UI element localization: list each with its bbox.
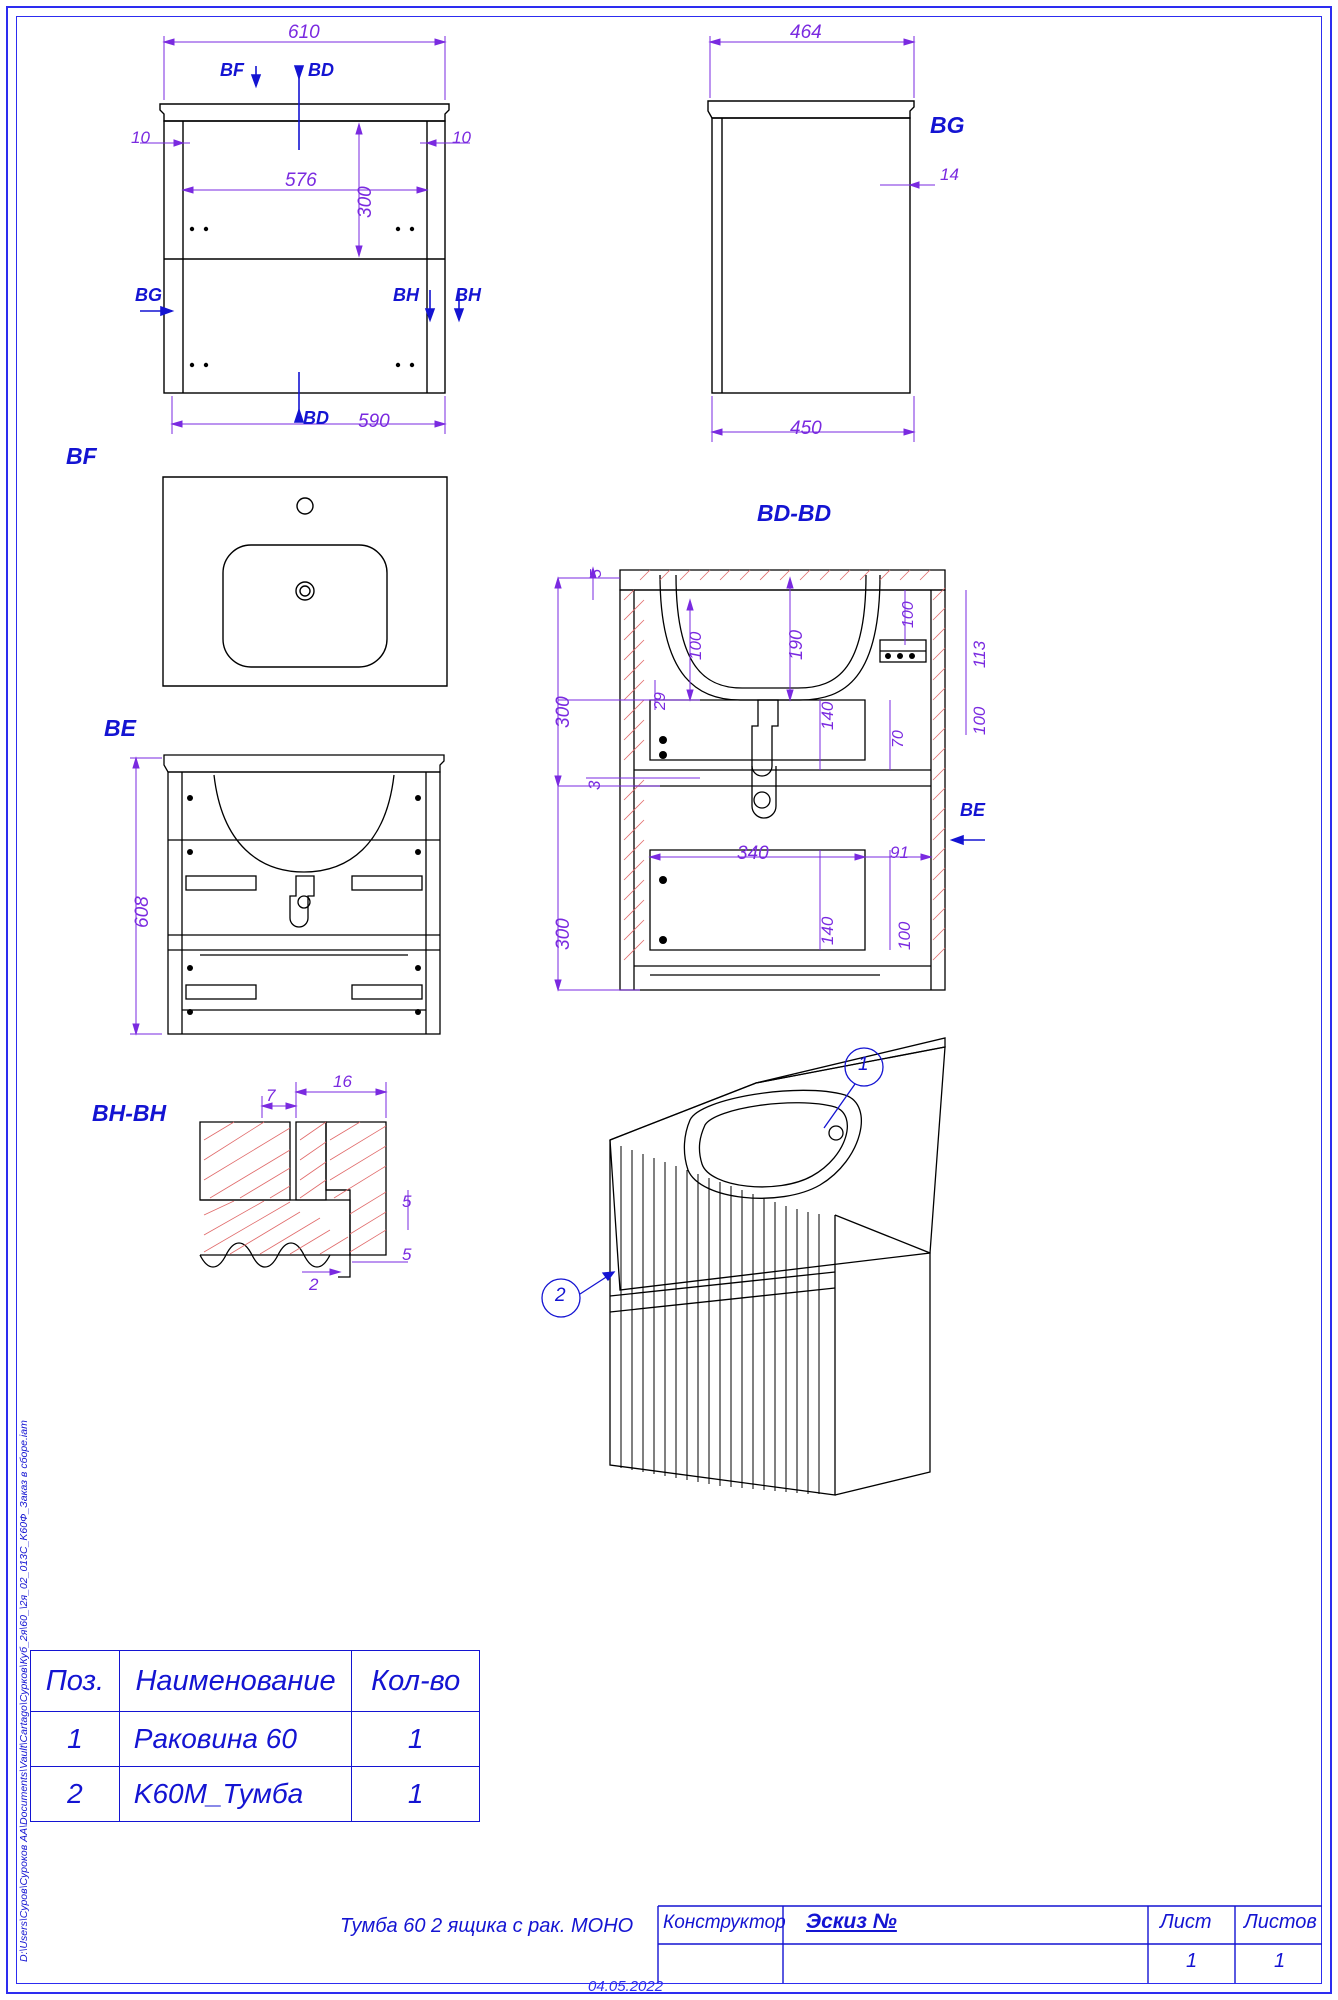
dim-bd-300-top: 300	[553, 696, 574, 728]
dim-bd-3: 3	[585, 780, 604, 790]
spec-table	[30, 1650, 480, 1822]
marker-bg-left: BG	[135, 285, 162, 305]
label-view-bf: BF	[66, 443, 97, 469]
dim-bd-340: 340	[737, 843, 769, 864]
label-section-bh: BH-BH	[92, 1100, 167, 1126]
drawing-title: Тумба 60 2 ящика с рак. МОНО	[340, 1915, 634, 1937]
dim-front-610: 610	[288, 22, 320, 43]
designer-label: Конструктор	[663, 1912, 786, 1933]
marker-bd-top: BD	[308, 60, 334, 80]
row-2-pos: 2	[31, 1767, 120, 1822]
header-pos: Поз.	[31, 1651, 120, 1712]
dim-bd-100c: 100	[970, 706, 989, 735]
balloon-2-label: 2	[555, 1285, 566, 1306]
dim-side-464: 464	[790, 22, 822, 43]
dim-side-14: 14	[940, 165, 959, 184]
sheets-label: Листов	[1244, 1911, 1317, 1933]
marker-bh-left: BH	[393, 285, 419, 305]
table-header-row	[31, 1651, 480, 1712]
label-view-bg: BG	[930, 112, 965, 138]
dim-bd-100d: 100	[895, 921, 914, 950]
dim-bh-16: 16	[333, 1072, 352, 1091]
dim-bh-7: 7	[266, 1086, 276, 1105]
dim-bd-140-bottom: 140	[818, 916, 837, 945]
dim-elev-608: 608	[132, 896, 153, 928]
balloon-1-label: 1	[858, 1054, 869, 1075]
sheet-value: 1	[1186, 1950, 1198, 1972]
dim-front-right-10: 10	[452, 128, 471, 147]
row-1-qty: 1	[352, 1712, 480, 1767]
dim-bd-5: 5	[588, 569, 605, 578]
label-view-be: BE	[104, 715, 136, 741]
dim-front-left-10: 10	[131, 128, 150, 147]
drawing-date: 04.05.2022	[588, 1978, 664, 1995]
row-1-name: Раковина 60	[119, 1712, 352, 1767]
dim-bd-100a: 100	[686, 631, 705, 660]
header-name: Наименование	[119, 1651, 352, 1712]
row-2-qty: 1	[352, 1767, 480, 1822]
marker-bd-bottom: BD	[303, 408, 329, 428]
dim-bh-5-top: 5	[402, 1192, 412, 1211]
dim-bd-300-bottom: 300	[553, 918, 574, 950]
file-path-text: D:\Users\Суров\Суроков AA\Documents\Vault\Сartago\Сурков\Куб_2я\60_\2я_02_013C_K60Ф_Заказ в сборе.iam	[18, 1420, 30, 1962]
sheets-value: 1	[1274, 1950, 1286, 1972]
dim-bd-29: 29	[652, 692, 669, 710]
dim-front-590: 590	[358, 411, 390, 432]
table-row	[31, 1712, 480, 1767]
row-2-name: K60M_Тумба	[119, 1767, 352, 1822]
header-qty: Кол-во	[352, 1651, 480, 1712]
marker-be-right: BE	[960, 800, 986, 820]
table-row	[31, 1767, 480, 1822]
marker-bh-right: BH	[455, 285, 481, 305]
dim-side-450: 450	[790, 418, 822, 439]
dim-bd-190: 190	[786, 629, 806, 660]
sheet-label: Лист	[1160, 1911, 1212, 1933]
label-section-bd: BD-BD	[757, 500, 832, 526]
dim-bh-2: 2	[309, 1275, 319, 1294]
dim-bh-5-bottom: 5	[402, 1245, 412, 1264]
row-1-pos: 1	[31, 1712, 120, 1767]
sketch-number-label: Эскиз №	[806, 1910, 897, 1933]
dim-bd-100b: 100	[900, 601, 917, 628]
dim-bd-70: 70	[890, 730, 907, 748]
dim-bd-140-top: 140	[818, 701, 837, 730]
dim-front-576: 576	[285, 170, 317, 191]
dim-bd-91: 91	[890, 843, 909, 862]
dim-bd-113: 113	[970, 640, 989, 668]
marker-bf: BF	[220, 60, 244, 80]
dim-front-300: 300	[355, 186, 376, 218]
